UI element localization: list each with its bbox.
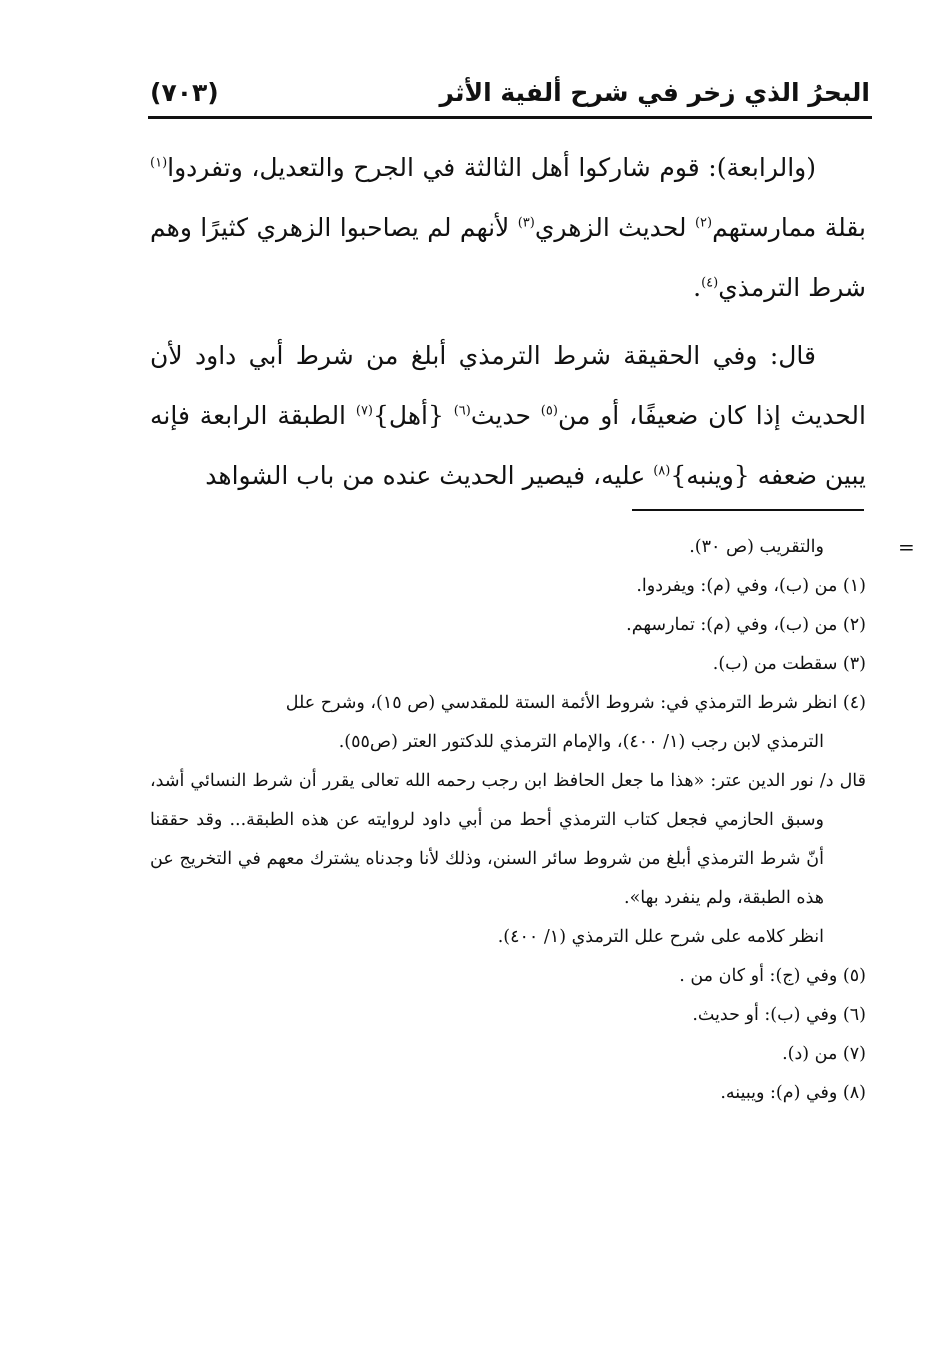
footnote-2: (٢) من (ب)، وفي (م): تمارسهم. (626, 615, 866, 635)
text-run: {أهل} (373, 401, 454, 430)
header-rule (148, 116, 872, 119)
text-run: بقلة ممارستهم (712, 213, 866, 242)
text-run: عليه، فيصير الحديث عنده من باب الشواهد (205, 461, 654, 490)
footnote-1: (١) من (ب)، وفي (م): ويفردوا. (636, 576, 866, 596)
running-title: البحرُ الذي زخر في شرح ألفية الأثر (439, 78, 870, 107)
footnote-ref-1[interactable]: (١) (150, 155, 168, 171)
footnote-6: (٦) وفي (ب): أو حديث. (692, 1005, 866, 1025)
footnotes (150, 528, 866, 1113)
text-run: الطبقة الرابعة فإنه يبين ضعفه {وينبه} (150, 401, 866, 490)
footnote-4-line-2: الترمذي لابن رجب (١/ ٤٠٠)، والإمام الترمذي للدكتور العتر (ص٥٥). (338, 732, 824, 752)
continuation-mark: = (898, 535, 915, 559)
text-run: (والرابعة): قوم شاركوا أهل الثالثة في الجرح والتعديل، وتفردوا (167, 153, 816, 182)
footnote-ref-3[interactable]: (٣) (517, 215, 535, 231)
footnote-8: (٨) وفي (م): ويبينه. (720, 1083, 866, 1103)
footnote-ref-7[interactable]: (٧) (355, 403, 373, 419)
page-header (150, 78, 870, 118)
text-run: لحديث الزهري (534, 213, 695, 242)
paragraph-qal (150, 326, 866, 506)
footnote-ref-6[interactable]: (٦) (453, 403, 471, 419)
text-run: لأنهم لم يصاحبوا الزهري كثيرًا وهم شرط الترمذي (150, 213, 866, 302)
main-text (150, 138, 866, 506)
footnote-continuation: والتقريب (ص ٣٠). (689, 537, 824, 557)
page-number: (٧٠٣) (150, 78, 219, 107)
footnote-4: (٤) انظر شرط الترمذي في: شروط الأئمة الستة للمقدسي (ص ١٥)، وشرح علل (285, 693, 866, 713)
text-run: حديث (470, 401, 541, 430)
text-run: . (693, 273, 702, 302)
footnote-4-quote: قال د/ نور الدين عتر: «هذا ما جعل الحافظ ابن رجب رحمه الله تعالى يقرر أن شرط النسائي أشد، وسبق الحازمي فجعل كتاب الترمذي أحط من أبي داود لروايته عن هذه الطبقة... وقد حققنا أنّ شرط الترمذي أبلغ من شروط سائر السنن، وذلك لأنا وجدناه يشترك معهم في التخريج عن هذه الطبقة، ولم ينفرد بها». (150, 771, 866, 908)
footnote-separator (632, 509, 864, 511)
footnote-ref-4[interactable]: (٤) (701, 275, 719, 291)
footnote-5: (٥) وفي (ج): أو كان من . (679, 966, 866, 986)
footnote-3: (٣) سقطت من (ب). (712, 654, 866, 674)
footnote-ref-5[interactable]: (٥) (540, 403, 558, 419)
paragraph-fourth-class (150, 138, 866, 318)
text-run: قال: وفي الحقيقة شرط الترمذي أبلغ من شرط أبي داود لأن الحديث إذا كان ضعيفًا، أو من (150, 341, 866, 430)
footnote-7: (٧) من (د). (782, 1044, 866, 1064)
footnote-ref-8[interactable]: (٨) (653, 463, 671, 479)
footnote-ref-2[interactable]: (٢) (694, 215, 713, 231)
footnote-4-reference: انظر كلامه على شرح علل الترمذي (١/ ٤٠٠). (497, 927, 824, 947)
